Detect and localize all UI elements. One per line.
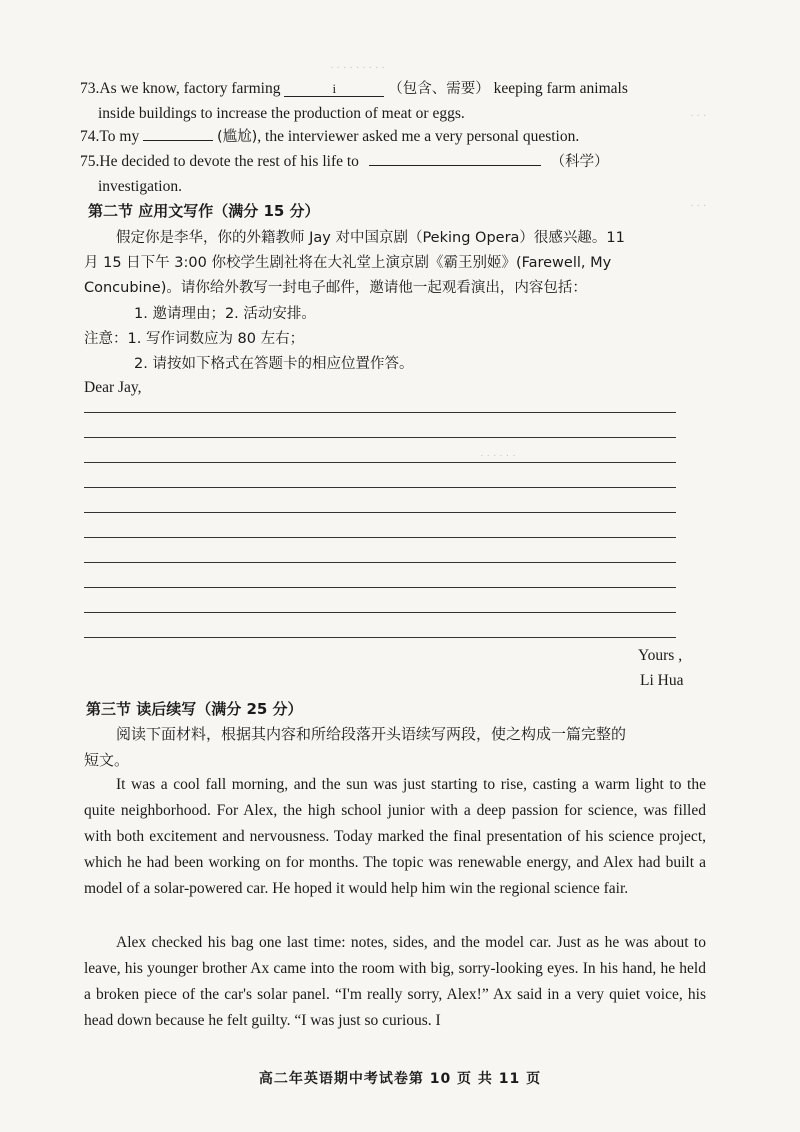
- q74-answer-blank[interactable]: [143, 126, 213, 141]
- q75-hint: （科学）: [550, 154, 609, 170]
- q75-text: 75.He decided to devote the rest of his life to: [80, 153, 359, 170]
- q74-text-end: , the interviewer asked me a very personal question.: [257, 128, 580, 145]
- q74-text: 74.To my: [80, 128, 140, 145]
- section2-prompt-line3: Concubine)。请你给外教写一封电子邮件，邀请他一起观看演出，内容包括：: [84, 280, 587, 296]
- writing-line[interactable]: [84, 637, 676, 638]
- reading-passage-paragraph-2: Alex checked his bag one last time: notes, sides, and the model car. Just as he was about to leave, his younger brother Ax came into the room with big, sorry-looking eyes. In his hand, he held a broken piece of the car's solar panel. “I'm really sorry, Alex!” Ax said in a very quiet voice, his head down because he felt guilty. “I was just so curious. I: [84, 934, 706, 1029]
- q73-answer-blank[interactable]: i: [284, 82, 384, 97]
- section2-note1: 注意：1. 写作词数应为 80 左右；: [84, 331, 305, 347]
- section2-note2: 2. 请按如下格式在答题卡的相应位置作答。: [134, 356, 414, 372]
- question-75: [80, 151, 609, 173]
- letter-greeting: Dear Jay,: [84, 379, 142, 396]
- writing-line[interactable]: [84, 412, 676, 413]
- section3-instruction-line2: 短文。: [84, 751, 130, 769]
- section2-prompt-line1: 假定你是李华，你的外籍教师 Jay 对中国京剧（Peking Opera）很感兴趣。11: [116, 230, 625, 246]
- section2-prompt-line2: 月 15 日下午 3:00 你校学生剧社将在大礼堂上演京剧《霸王别姬》(Farewell, My: [84, 255, 612, 271]
- bleed-through-text: · · ·: [690, 110, 707, 122]
- q75-line2: investigation.: [98, 178, 182, 195]
- letter-signature: Li Hua: [640, 672, 684, 689]
- reading-passage-paragraph-1: It was a cool fall morning, and the sun was just starting to rise, casting a warm light to the quite neighborhood. For Alex, the high school junior with a deep passion for science, was filled with both excitement and nervousness. Today marked the final presentation of his science project, which he had been working on for months. The topic was renewable energy, and Alex had built a model of a solar-powered car. He hoped it would help him win the regional science fair.: [84, 776, 706, 897]
- writing-line[interactable]: [84, 612, 676, 613]
- section2-points: 1. 邀请理由；2. 活动安排。: [134, 306, 316, 322]
- section3-instruction-line1: 阅读下面材料，根据其内容和所给段落开头语续写两段，使之构成一篇完整的: [116, 725, 627, 743]
- section2-title: 第二节 应用文写作（满分 15 分）: [88, 202, 320, 220]
- question-74: [80, 126, 579, 148]
- writing-line[interactable]: [84, 587, 676, 588]
- section3-title: 第三节 读后续写（满分 25 分）: [86, 700, 303, 718]
- letter-closing: Yours ,: [638, 647, 683, 664]
- question-73: [80, 78, 628, 100]
- writing-line[interactable]: [84, 437, 676, 438]
- q73-line2: inside buildings to increase the production of meat or eggs.: [98, 105, 465, 122]
- writing-line[interactable]: [84, 562, 676, 563]
- q73-hint: （包含、需要）: [388, 81, 490, 97]
- bleed-through-text: · · · · · ·: [480, 450, 516, 462]
- writing-line[interactable]: [84, 537, 676, 538]
- q75-answer-blank[interactable]: [369, 151, 541, 166]
- bleed-through-text: · · ·: [690, 200, 707, 212]
- q74-hint: (尴尬): [216, 129, 258, 145]
- bleed-through-text: · · · · · · · · ·: [330, 62, 385, 74]
- writing-line[interactable]: [84, 487, 676, 488]
- q73-text-end: keeping farm animals: [493, 80, 628, 97]
- writing-line[interactable]: [84, 512, 676, 513]
- q73-text: 73.As we know, factory farming: [80, 80, 281, 97]
- writing-line[interactable]: [84, 462, 676, 463]
- page-footer: 高二年英语期中考试卷第 10 页 共 11 页: [258, 1071, 542, 1087]
